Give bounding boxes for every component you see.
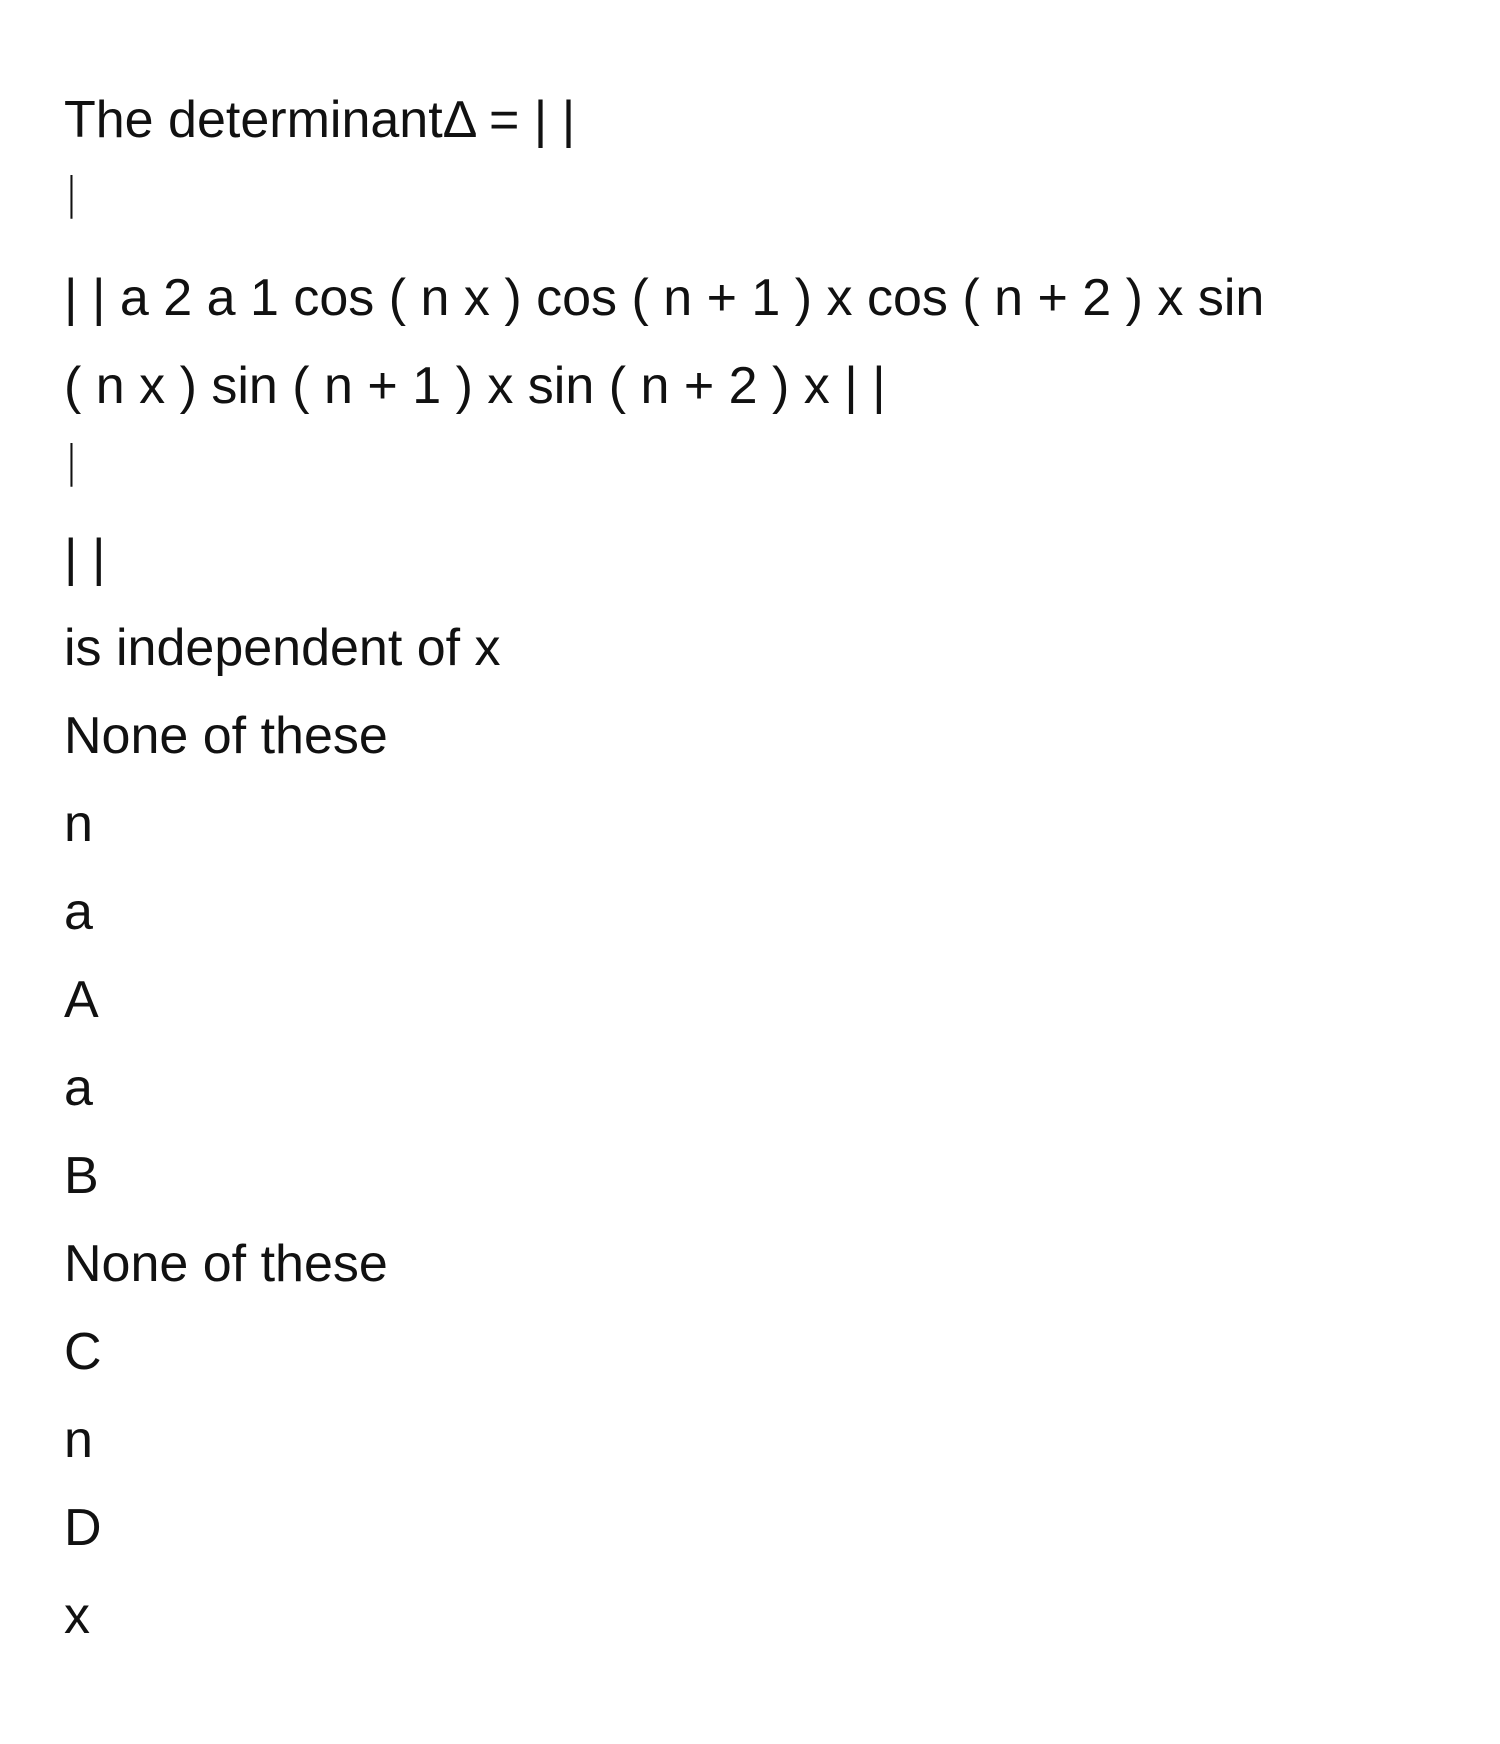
question-line-2: | xyxy=(64,168,79,219)
question-line-10: a xyxy=(64,883,93,941)
question-line-4: ( n x ) sin ( n + 1 ) x sin ( n + 2 ) x | | xyxy=(64,357,886,415)
question-line-9: n xyxy=(64,795,93,853)
option-b-letter: B xyxy=(64,1147,99,1205)
question-line-8: None of these xyxy=(64,707,388,765)
option-d-text: x xyxy=(64,1587,90,1645)
question-line-5: | xyxy=(64,436,79,487)
option-a-letter: A xyxy=(64,971,99,1029)
question-line-3: | | a 2 a 1 cos ( n x ) cos ( n + 1 ) x cos ( n + 2 ) x sin xyxy=(64,269,1265,327)
option-b-text: None of these xyxy=(64,1235,388,1293)
question-line-7: is independent of x xyxy=(64,619,501,677)
question-line-1: The determinantΔ = | | xyxy=(64,91,576,149)
option-d-letter: D xyxy=(64,1499,102,1557)
option-c-text: n xyxy=(64,1411,93,1469)
option-a-text: a xyxy=(64,1059,93,1117)
question-line-6: | | xyxy=(64,529,106,587)
option-c-letter: C xyxy=(64,1323,102,1381)
